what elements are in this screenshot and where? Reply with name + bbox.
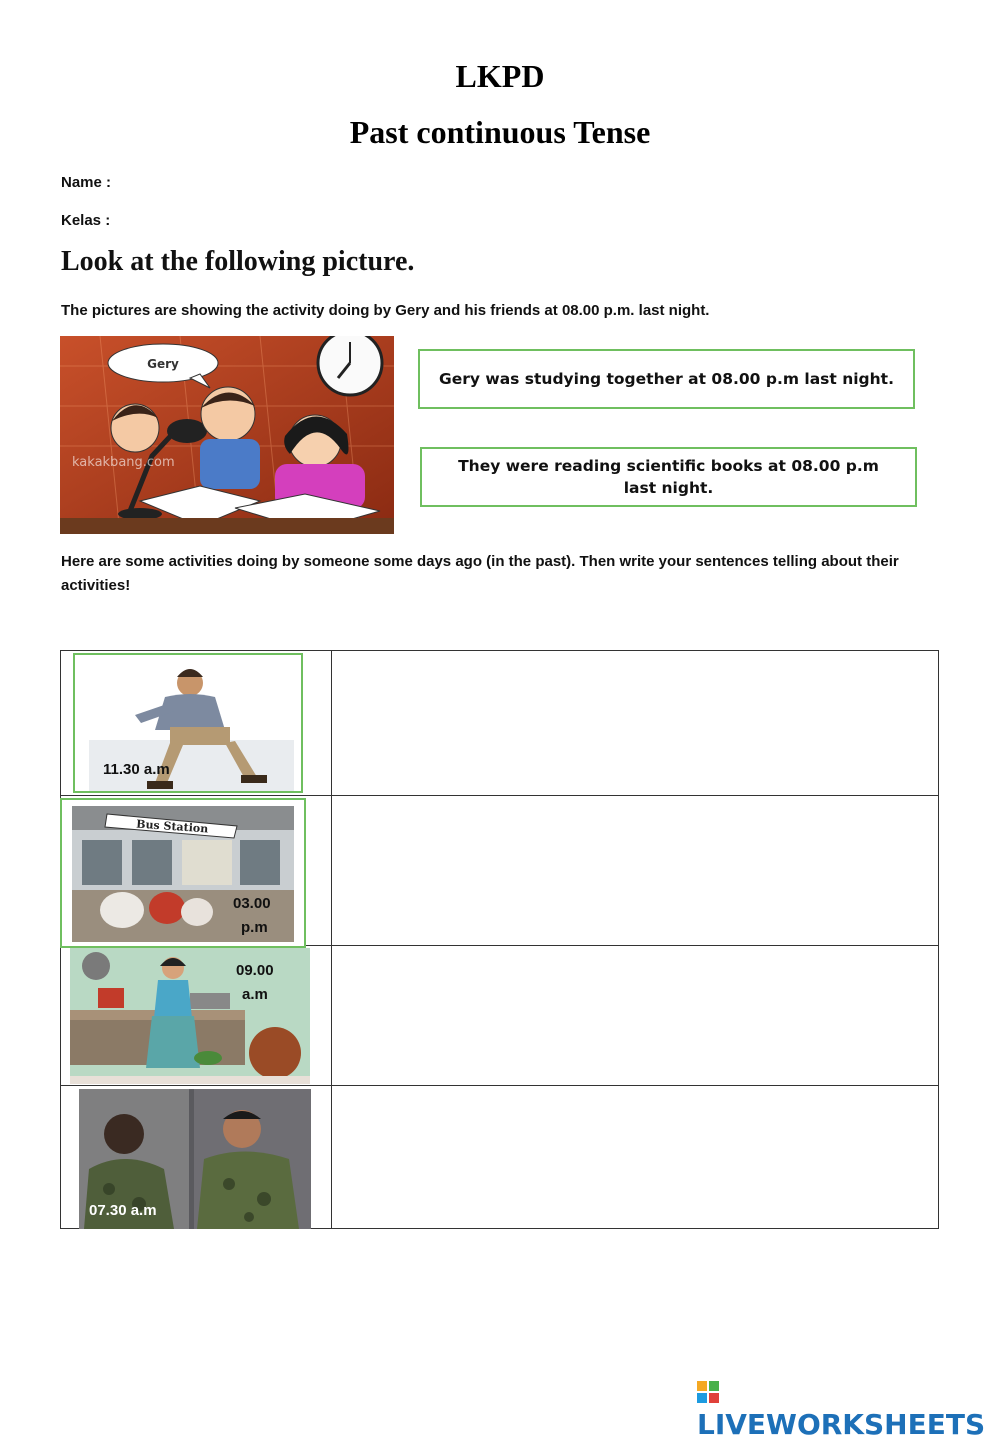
example-sentence-2-text: They were reading scientific books at 08.00 p.m last night. (458, 457, 879, 497)
example-illustration (60, 336, 394, 534)
time-label: 03.00 (233, 895, 271, 912)
table-row (61, 651, 939, 796)
answer-cell[interactable] (332, 946, 939, 1086)
activity-table (60, 650, 939, 1229)
answer-input-1[interactable] (332, 651, 938, 795)
time-label: 11.30 a.m (103, 761, 170, 778)
bubble-name: Gery (147, 357, 179, 371)
activity-picture-cell (61, 796, 332, 946)
example-sentence-1-text: Gery was studying together at 08.00 p.m last night. (439, 370, 894, 388)
answer-input-4[interactable] (332, 1086, 938, 1228)
instruction-text: Here are some activities doing by someone some days ago (in the past). Then write your sentences telling about their activities! (61, 553, 899, 594)
liveworksheets-logo (697, 1375, 1000, 1441)
example-sentence-1 (418, 349, 915, 409)
liveworksheets-logo-icon (697, 1381, 719, 1403)
class-field-label: Kelas : (61, 212, 111, 229)
section-heading: Look at the following picture. (61, 246, 415, 277)
time-label-period: p.m (241, 919, 268, 936)
table-row (61, 1086, 939, 1229)
example-sentence-2 (420, 447, 917, 507)
table-row (61, 946, 939, 1086)
answer-cell[interactable] (332, 796, 939, 946)
page-title: LKPD (455, 58, 545, 94)
time-label: 09.00 (236, 962, 274, 979)
activity-picture-cell (61, 651, 332, 796)
liveworksheets-logo-text: LIVEWORKSHEETS (697, 1408, 986, 1441)
table-row (61, 796, 939, 946)
activity-picture-cell (61, 1086, 332, 1229)
bus-station-image (60, 798, 306, 948)
page-subtitle: Past continuous Tense (349, 114, 651, 150)
bus-station-sign: Bus Station (135, 817, 209, 836)
study-scene-image (60, 336, 394, 534)
time-label: 07.30 a.m (89, 1202, 157, 1219)
answer-cell[interactable] (332, 1086, 939, 1229)
activity-picture-cell (61, 946, 332, 1086)
answer-input-3[interactable] (332, 946, 938, 1085)
answer-input-2[interactable] (332, 796, 938, 945)
man-sitting-image (73, 653, 303, 793)
name-field-label: Name : (61, 174, 112, 191)
answer-cell[interactable] (332, 651, 939, 796)
woman-cooking-image (70, 948, 310, 1084)
time-label-period: a.m (242, 986, 268, 1003)
soldiers-image (79, 1089, 311, 1229)
watermark-text: kakakbang.com (72, 455, 175, 470)
intro-text: The pictures are showing the activity doing by Gery and his friends at 08.00 p.m. last night. (61, 302, 710, 319)
